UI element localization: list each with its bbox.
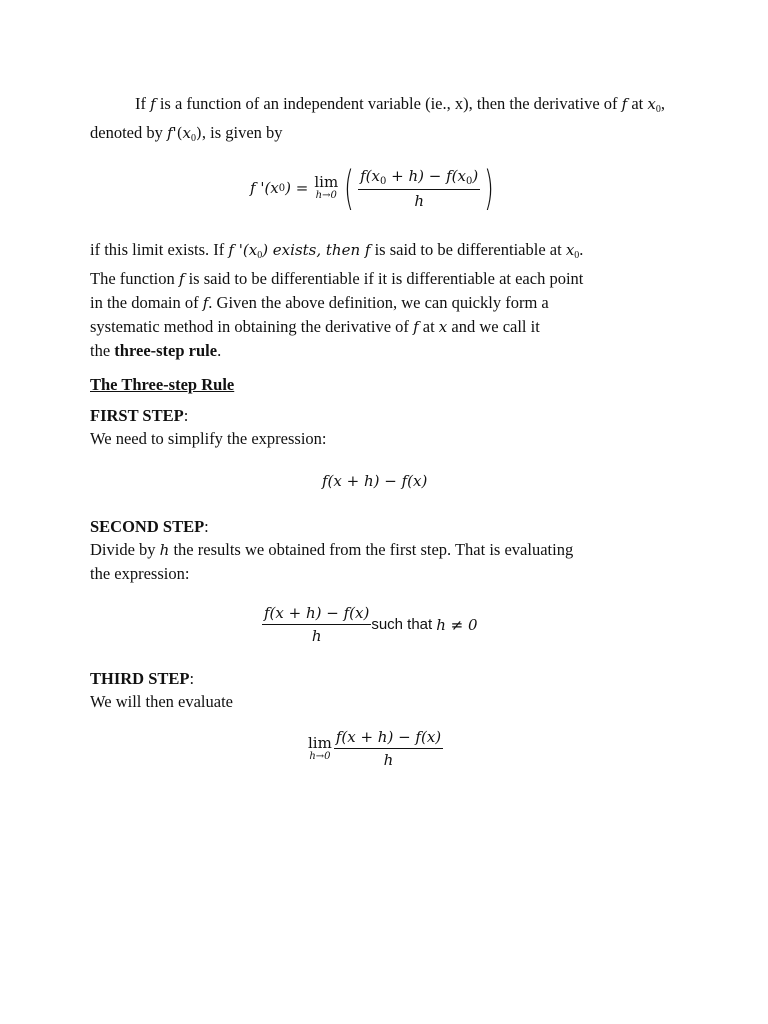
- limit-operator: [314, 175, 338, 201]
- denominator: h: [383, 751, 394, 769]
- eq-lhs-end: ) =: [285, 179, 309, 197]
- differentiability-paragraph: if this limit exists. If f '$(x_0)$ exists, then f is said to be differentiable at $x_0$. The function f is said to be differentiable if it is differentiable at each point in the domain of f. Given the above definition, we can quickly form a systematic method in obtaining the derivative of f at x and we call it the three-step rule.: [90, 240, 584, 360]
- condition: h ≠ 0: [436, 615, 478, 634]
- fraction: [262, 604, 371, 645]
- numerator: f(x + h) − f(x): [262, 604, 371, 625]
- step-text: We need to simplify the expression:: [90, 429, 327, 448]
- step-text: We will then evaluate: [90, 692, 233, 711]
- first-step-expression: f(x + h) − f(x): [322, 472, 428, 490]
- text: , is given by: [201, 123, 283, 142]
- numerator: $f(x_0 + h) - f(x_0)$: [358, 167, 480, 190]
- denominator: h: [311, 627, 322, 645]
- definition-paragraph: If f is a function of an independent variable (ie., x), then the derivative of f at $x_0$, denoted by $f'(x_0)$, is given by: [90, 94, 665, 144]
- numerator: f(x + h) − f(x): [334, 728, 443, 749]
- subscript: 0: [191, 133, 196, 144]
- derivative-definition-equation: [250, 161, 498, 215]
- left-paren: (: [344, 161, 355, 215]
- text: at: [627, 94, 648, 113]
- right-paren: ): [484, 161, 495, 215]
- text: If: [135, 94, 151, 113]
- math-x: x: [647, 95, 656, 113]
- third-step: THIRD STEP: We will then evaluate: [90, 669, 233, 711]
- lim-text: lim: [314, 173, 339, 191]
- second-step-expression: [262, 604, 478, 645]
- section-heading: The Three-step Rule: [90, 375, 235, 394]
- text: is a function of an independent variable (ie., x), then the derivative of: [155, 94, 622, 113]
- math-x: x: [182, 124, 191, 142]
- step-label: THIRD STEP: [90, 669, 190, 688]
- step-label: FIRST STEP: [90, 406, 184, 425]
- lim-subscript: h→0: [315, 190, 337, 201]
- second-step: SECOND STEP: Divide by h the results we obtained from the first step. That is evaluating the expression:: [90, 517, 574, 583]
- math-fprime: f': [166, 124, 177, 142]
- third-step-expression: [308, 728, 443, 769]
- math-f: f: [621, 95, 628, 113]
- denominator: h: [414, 191, 424, 210]
- text: , denoted by: [90, 94, 665, 142]
- subscript: 0: [655, 104, 661, 115]
- first-step: FIRST STEP: We need to simplify the expression:: [90, 406, 327, 448]
- math-f: f: [150, 95, 156, 113]
- fraction: [334, 728, 443, 769]
- subscript: 0: [278, 182, 286, 194]
- fraction: [358, 167, 480, 210]
- three-step-rule-term: three-step rule: [114, 341, 218, 360]
- such-that-text: such that: [371, 616, 433, 633]
- limit-operator: lim h→0: [308, 733, 332, 762]
- eq-lhs: f '(x: [250, 179, 279, 197]
- step-label: SECOND STEP: [90, 517, 205, 536]
